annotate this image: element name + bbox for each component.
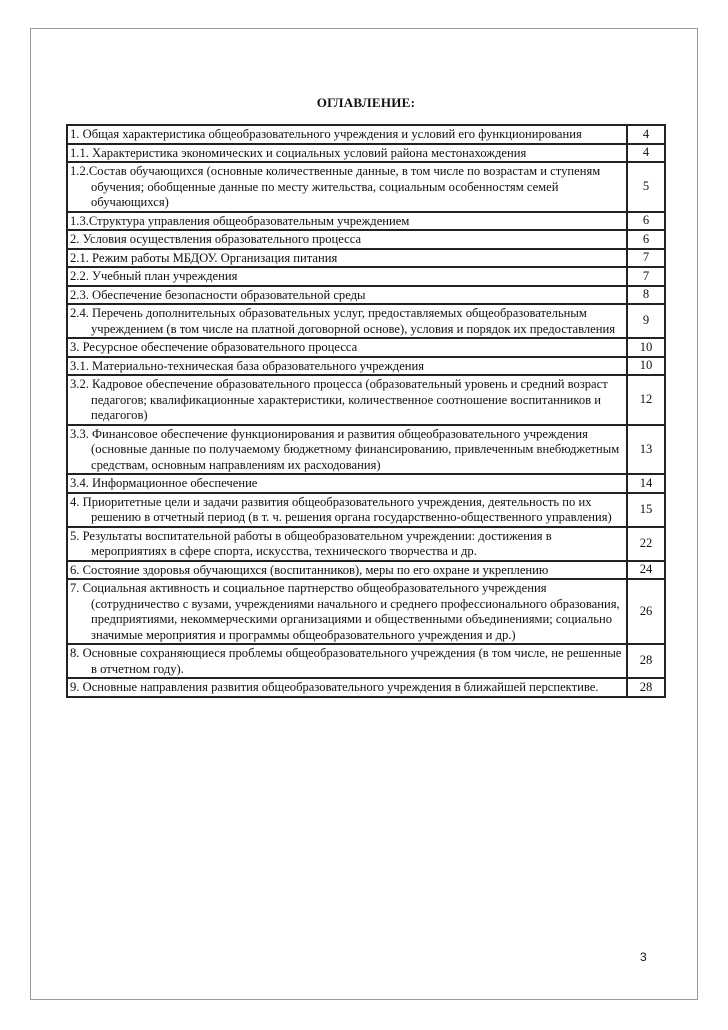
toc-row <box>67 493 665 527</box>
toc-entry-text: 2.4. Перечень дополнительных образовательных услуг, предоставляемых общеобразовательным учреждением (в том числе на платной договорной основе), условия и порядок их предоставления <box>67 304 627 338</box>
toc-row <box>67 579 665 644</box>
toc-entry-page: 7 <box>627 249 665 268</box>
toc-entry-text: 1. Общая характеристика общеобразовательного учреждения и условий его функционирования <box>67 125 627 144</box>
toc-entry-text: 1.1. Характеристика экономических и социальных условий района местонахождения <box>67 144 627 163</box>
toc-entry-text: 1.3.Структура управления общеобразовательным учреждением <box>67 212 627 231</box>
toc-entry-text: 3.2. Кадровое обеспечение образовательного процесса (образовательный уровень и средний возраст педагогов; квалификационные характеристики, количественное соотношение воспитанников и педагогов) <box>67 375 627 425</box>
toc-entry-page: 28 <box>627 644 665 678</box>
toc-entry-page: 24 <box>627 561 665 580</box>
toc-title: ОГЛАВЛЕНИЕ: <box>316 95 416 110</box>
toc-entry-page: 14 <box>627 474 665 493</box>
toc-entry-text: 5. Результаты воспитательной работы в общеобразовательном учреждении: достижения в мероприятиях в сфере спорта, искусства, технического творчества и др. <box>67 527 627 561</box>
toc-row <box>67 286 665 305</box>
toc-table <box>66 124 666 698</box>
toc-entry-page: 10 <box>627 338 665 357</box>
toc-entry-text: 6. Состояние здоровья обучающихся (воспитанников), меры по его охране и укреплению <box>67 561 627 580</box>
toc-entry-page: 7 <box>627 267 665 286</box>
page-number: 3 <box>640 950 647 964</box>
toc-row <box>67 125 665 144</box>
toc-entry-page: 15 <box>627 493 665 527</box>
toc-row <box>67 678 665 697</box>
toc-entry-text: 2.2. Учебный план учреждения <box>67 267 627 286</box>
toc-body <box>67 125 665 697</box>
toc-row <box>67 527 665 561</box>
toc-entry-page: 12 <box>627 375 665 425</box>
toc-row <box>67 375 665 425</box>
toc-entry-text: 2.1. Режим работы МБДОУ. Организация питания <box>67 249 627 268</box>
toc-row <box>67 357 665 376</box>
toc-entry-text: 2.3. Обеспечение безопасности образовательной среды <box>67 286 627 305</box>
toc-row <box>67 644 665 678</box>
toc-entry-page: 26 <box>627 579 665 644</box>
toc-row <box>67 267 665 286</box>
toc-entry-page: 6 <box>627 230 665 249</box>
toc-row <box>67 561 665 580</box>
toc-entry-text: 7. Социальная активность и социальное партнерство общеобразовательного учреждения (сотрудничество с вузами, учреждениями начального и среднего профессионального образования, предприятиями, некоммерческими организациями и общественными объединениями; социально значимые мероприятия и программы общеобразовательного учреждения и др.) <box>67 579 627 644</box>
toc-entry-text: 3. Ресурсное обеспечение образовательного процесса <box>67 338 627 357</box>
toc-entry-text: 9. Основные направления развития общеобразовательного учреждения в ближайшей перспективе. <box>67 678 627 697</box>
toc-row <box>67 212 665 231</box>
toc-entry-page: 6 <box>627 212 665 231</box>
toc-entry-text: 8. Основные сохраняющиеся проблемы общеобразовательного учреждения (в том числе, не решенные в отчетном году). <box>67 644 627 678</box>
toc-entry-text: 3.3. Финансовое обеспечение функционирования и развития общеобразовательного учреждения (основные данные по получаемому бюджетному финансированию, привлеченным внебюджетным средствам, основным направлениям их расходования) <box>67 425 627 475</box>
toc-entry-text: 3.4. Информационное обеспечение <box>67 474 627 493</box>
toc-row <box>67 474 665 493</box>
toc-entry-text: 1.2.Состав обучающихся (основные количественные данные, в том числе по возрастам и ступеням обучения; обобщенные данные по месту жительства, социальным особенностям семей обучающихся) <box>67 162 627 212</box>
toc-row <box>67 144 665 163</box>
toc-entry-page: 5 <box>627 162 665 212</box>
toc-entry-text: 4. Приоритетные цели и задачи развития общеобразовательного учреждения, деятельность по их решению в отчетный период (в т. ч. решения органа государственно-общественного управления) <box>67 493 627 527</box>
toc-entry-page: 10 <box>627 357 665 376</box>
toc-row <box>67 249 665 268</box>
toc-entry-page: 28 <box>627 678 665 697</box>
toc-row <box>67 425 665 475</box>
toc-entry-page: 4 <box>627 144 665 163</box>
toc-row <box>67 338 665 357</box>
toc-entry-text: 3.1. Материально-техническая база образовательного учреждения <box>67 357 627 376</box>
toc-entry-page: 9 <box>627 304 665 338</box>
toc-row <box>67 304 665 338</box>
toc-entry-page: 22 <box>627 527 665 561</box>
toc-entry-page: 4 <box>627 125 665 144</box>
toc-entry-text: 2. Условия осуществления образовательного процесса <box>67 230 627 249</box>
toc-entry-page: 13 <box>627 425 665 475</box>
toc-row <box>67 230 665 249</box>
toc-row <box>67 162 665 212</box>
toc-entry-page: 8 <box>627 286 665 305</box>
